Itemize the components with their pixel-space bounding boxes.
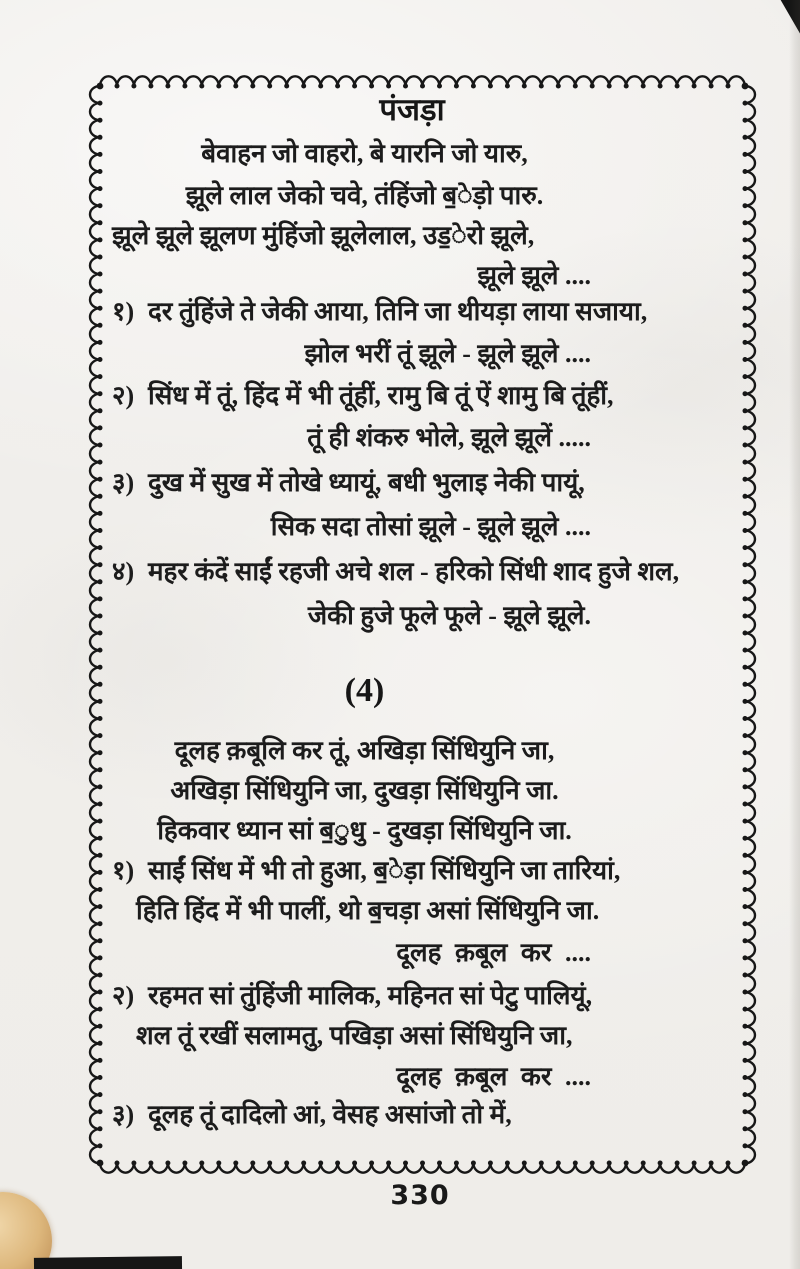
verse-line	[112, 1098, 617, 1132]
verse-number: २)	[112, 381, 135, 410]
verse-text: सिंध में तूं, हिंद में भी तूंहीं, रामु बि तूं ऐं शामु बि तूंहीं,	[148, 381, 614, 410]
song-title: पंजड़ा	[379, 92, 445, 127]
verse-line: हिकवार ध्यान सां ब॒ुधु - दुखड़ा सिंधियुनि जा.	[157, 816, 572, 845]
verse-line: हिति हिंद में भी पालीं, थो ब॒चड़ा असां सिंधियुनि जा.	[136, 896, 600, 925]
verse-line	[112, 466, 617, 500]
page-number: 330	[390, 1180, 450, 1211]
verse-line	[112, 854, 621, 888]
refrain-line: तूं ही शंकरु भोले, झूले झूलें .....	[307, 423, 591, 452]
verse-number: ३)	[112, 468, 135, 497]
verse-text: साईं सिंध में भी तो हुआ, ब॒ेड़ा सिंधियुनि जा तारियां,	[148, 856, 621, 885]
verse-line	[112, 295, 648, 329]
verse-text: दर तुंहिंजे ते जेकी आया, तिनि जा थीयड़ा लाया सजाया,	[148, 297, 648, 326]
verse-line: शल तूं रखीं सलामतु, पखिड़ा असां सिंधियुनि जा,	[136, 1021, 573, 1050]
scan-bottom-mark	[34, 1256, 182, 1269]
verse-text: दूलह तूं दादिलो आं, वेसह असांजो तो में,	[148, 1100, 512, 1129]
verse-number: १)	[112, 297, 135, 326]
verse-line	[112, 555, 680, 589]
verse-line: अखिड़ा सिंधियुनि जा, दुखड़ा सिंधियुनि जा.	[170, 776, 559, 805]
verse-number: ३)	[112, 1100, 135, 1129]
song-number-heading: (4)	[344, 672, 385, 709]
refrain-line: झूले झूले ....	[477, 261, 591, 290]
verse-line: झूले झूले झूलण मुंहिंजो झूलेलाल, उड॒ेरो झूले,	[112, 221, 535, 250]
verse-line: बेवाहन जो वाहरो, बे यारनि जो यारु,	[201, 139, 528, 168]
verse-number: ४)	[112, 557, 135, 586]
verse-line	[112, 379, 617, 413]
refrain-line: दूलह क़बूल कर ....	[396, 1062, 591, 1091]
refrain-line: जेकी हुजे फूले फूले - झूले झूले.	[307, 601, 591, 630]
refrain-line: झोल भरीं तूं झूले - झूले झूले ....	[304, 339, 591, 368]
verse-line: दूलह क़बूलि कर तूं, अखिड़ा सिंधियुनि जा,	[174, 736, 555, 765]
verse-line	[112, 979, 617, 1013]
verse-line: झूले लाल जेको चवे, तंहिंजो ब॒ेड़ो पारु.	[185, 181, 544, 210]
verse-text: रहमत सां तुंहिंजी मालिक, महिनत सां पेटु पालियूं,	[148, 981, 593, 1010]
verse-text: दुख में सुख में तोखे ध्यायूं, बधी भुलाइ नेकी पायूं,	[148, 468, 585, 497]
scan-page-edge	[789, 0, 800, 1269]
verse-number: १)	[112, 856, 135, 885]
verse-text: महर कंदें साईं रहजी अचे शल - हरिको सिंधी शाद हुजे शल,	[148, 557, 680, 586]
refrain-line: सिक सदा तोसां झूले - झूले झूले ....	[270, 512, 591, 541]
verse-number: २)	[112, 981, 135, 1010]
refrain-line: दूलह क़बूल कर ....	[396, 938, 591, 967]
